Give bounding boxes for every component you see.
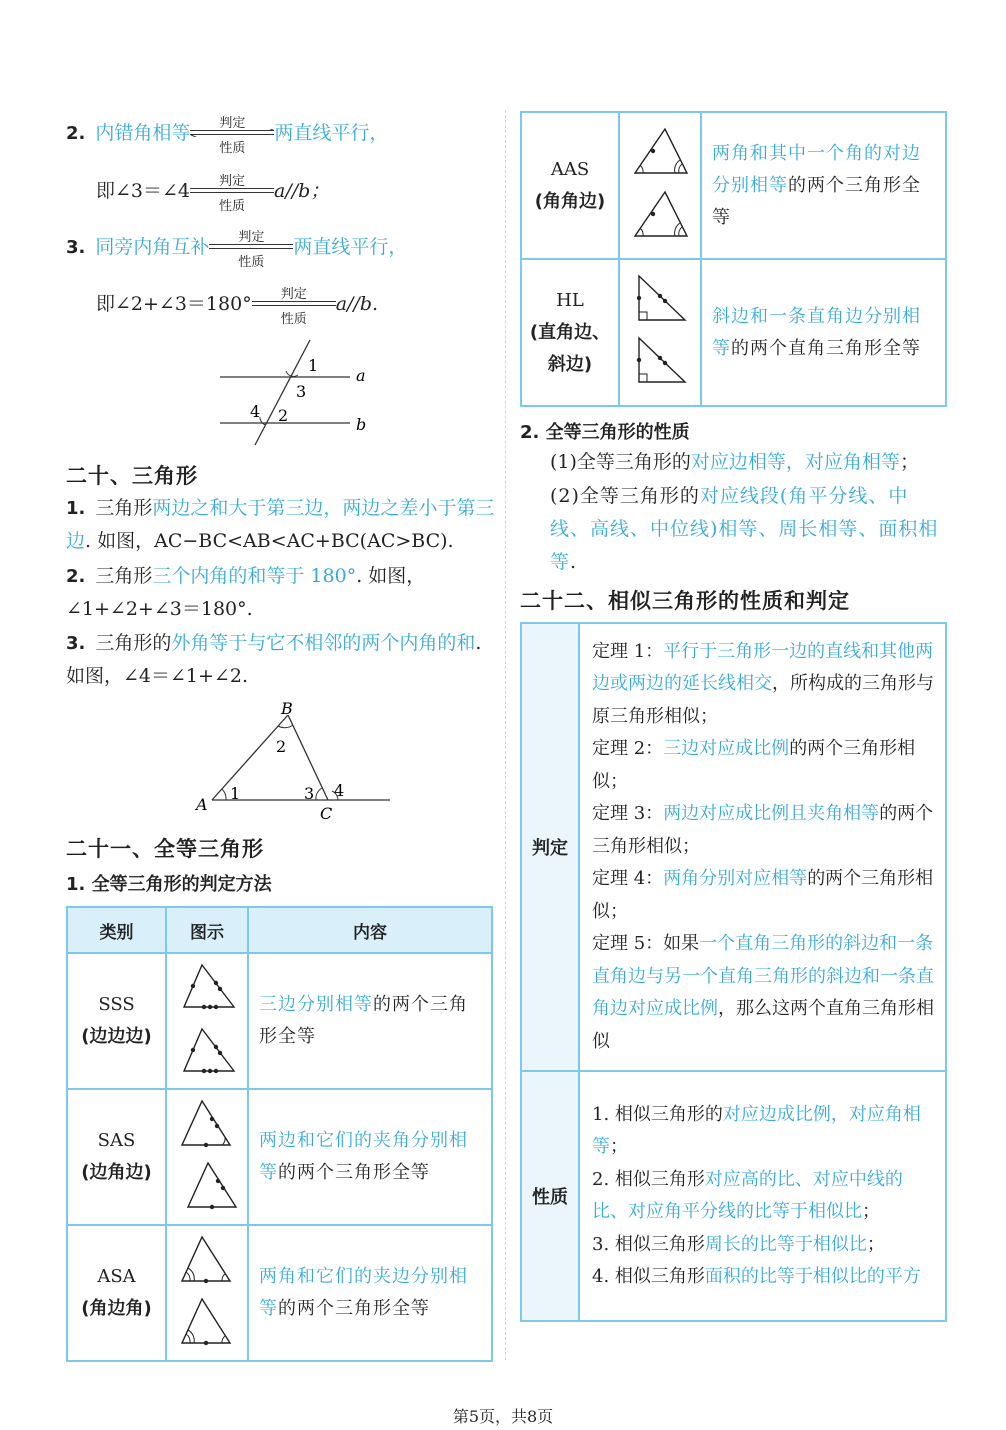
highlight-text: 两边之和大于第三边，两边之差小于第三边 <box>66 497 495 552</box>
congruence-methods-table-continued <box>520 111 947 407</box>
equation-text: a//b； <box>274 180 330 202</box>
highlight-text: 两直线平行， <box>274 122 389 144</box>
plain-text: ； <box>866 1233 885 1255</box>
plain-text: . 如图，AC−BC<AB<AC+BC(AC>BC). <box>85 530 454 552</box>
plain-text: . 如图，∠4＝∠1+∠2. <box>66 632 482 687</box>
plain-text: 2. 相似三角形 <box>592 1168 705 1190</box>
plain-text: (1)全等三角形的 <box>550 451 691 473</box>
parallel-lines-figure <box>210 335 380 450</box>
table-header-row <box>67 907 492 953</box>
equation-text: 即∠3＝∠4 <box>96 180 191 202</box>
category-name: (边边边) <box>81 1026 152 1047</box>
equivalence-arrow <box>209 230 293 270</box>
arrow-bottom-label: 性质 <box>219 141 246 156</box>
content-cell <box>701 259 946 406</box>
section-title-22: 二十二、相似三角形的性质和判定 <box>520 589 850 613</box>
category-abbr: AAS <box>550 158 590 180</box>
highlight-text: 斜边和一条直角边分别相等 <box>712 305 921 359</box>
category-cell <box>67 953 166 1089</box>
theorem-2 <box>592 733 937 798</box>
plain-text: 的两个直角三角形全等 <box>731 337 921 359</box>
category-cell <box>67 1225 166 1361</box>
theorem-4 <box>592 863 937 928</box>
highlight-text: 两直线平行， <box>293 236 408 258</box>
highlight-text: 面积的比等于相似比的平方 <box>704 1266 921 1287</box>
column-header: 图示 <box>166 907 248 953</box>
content-cell <box>248 1089 492 1225</box>
rule-2-line2 <box>96 174 330 214</box>
category-abbr: ASA <box>97 1266 136 1287</box>
category-abbr: HL <box>556 289 584 311</box>
arrow-bottom-label: 性质 <box>219 199 246 214</box>
rule-3-line1 <box>66 230 408 270</box>
equation-text: a//b. <box>335 293 379 315</box>
figure-cell <box>166 1089 248 1225</box>
sss-triangles-icon <box>172 959 242 1079</box>
vertex-label: A <box>196 795 208 814</box>
plain-text: ； <box>899 451 919 473</box>
column-header: 类别 <box>67 907 166 953</box>
item-number: 3. <box>66 237 86 258</box>
table-row-judgement <box>521 623 946 1071</box>
row-label: 性质 <box>521 1071 579 1321</box>
angle-label: 4 <box>250 402 261 421</box>
section-title-21: 二十一、全等三角形 <box>66 837 264 861</box>
plain-text: 定理 3： <box>592 803 664 825</box>
similarity-table <box>520 622 947 1322</box>
sec20-item2 <box>66 560 496 626</box>
plain-text: 三角形 <box>95 565 153 587</box>
similar-property-2 <box>592 1164 937 1229</box>
plain-text: 定理 2： <box>592 738 664 760</box>
equation-text: 即∠2+∠3＝180° <box>96 293 252 315</box>
angle-label: 1 <box>308 356 319 375</box>
sas-triangles-icon <box>172 1095 242 1215</box>
plain-text: ，所构成的三角形与原三角形相似； <box>592 673 934 727</box>
arrow-top-label: 判定 <box>219 174 246 189</box>
plain-text: 的两个三角形全等 <box>712 174 921 228</box>
figure-cell <box>619 259 701 406</box>
content-cell <box>248 1225 492 1361</box>
table-row <box>521 112 946 259</box>
angle-label: 1 <box>230 784 241 803</box>
category-name: (角角边) <box>534 190 606 212</box>
plain-text: . 如图，∠1+∠2+∠3＝180°. <box>66 565 426 620</box>
highlight-text: 三边分别相等 <box>259 994 373 1015</box>
highlight-text: 平行于三角形一边的直线和其他两边或两边的延长线相交 <box>592 640 934 695</box>
angle-label: 4 <box>334 781 345 800</box>
similar-property-3 <box>592 1229 937 1262</box>
subtitle-properties: 2. 全等三角形的性质 <box>520 422 690 443</box>
theorem-3 <box>592 798 937 863</box>
highlight-text: 两边和它们的夹角分别相等 <box>259 1130 468 1183</box>
plain-text: 的两个三角形全等 <box>278 1162 430 1183</box>
highlight-text: 一个直角三角形的斜边和一条直角边与另一个直角三角形的斜边和一条直角边对应成比例 <box>592 933 934 1020</box>
highlight-text: 对应边成比例，对应角相等 <box>592 1103 921 1157</box>
category-name: (直角边、斜边) <box>529 321 611 375</box>
vertex-label: C <box>320 804 333 823</box>
plain-text: 的两个三角形全等 <box>259 994 468 1047</box>
arrow-bottom-label: 性质 <box>238 255 265 270</box>
highlight-text: 周长的比等于相似比 <box>704 1233 867 1255</box>
similar-property-4 <box>592 1261 937 1294</box>
congruent-property-2 <box>550 480 948 579</box>
plain-text: ； <box>610 1136 628 1157</box>
highlight-text: 对应高的比、对应中线的比、对应角平分线的比等于相似比 <box>592 1168 903 1222</box>
equivalence-arrow <box>190 174 274 214</box>
sec20-item1 <box>66 492 496 558</box>
triangle-exterior-angle-figure <box>190 695 400 825</box>
category-name: (边角边) <box>81 1162 152 1183</box>
plain-text: 4. 相似三角形 <box>592 1266 705 1287</box>
category-name: (角边角) <box>81 1298 152 1319</box>
page-footer: 第5页，共8页 <box>452 1407 554 1426</box>
equivalence-arrow <box>190 116 274 156</box>
plain-text: 三角形的 <box>95 632 172 654</box>
table-row <box>67 1089 492 1225</box>
table-row <box>67 953 492 1089</box>
plain-text: . <box>570 551 578 573</box>
similar-property-1 <box>592 1099 937 1164</box>
highlight-text: 两角和其中一个角的对边分别相等 <box>712 142 921 196</box>
plain-text: 三角形 <box>95 497 153 519</box>
section-title-20: 二十、三角形 <box>66 464 198 488</box>
category-cell <box>521 259 619 406</box>
category-abbr: SAS <box>97 1130 136 1151</box>
rule-2-line1 <box>66 116 389 156</box>
category-abbr: SSS <box>98 994 135 1015</box>
highlight-text: 内错角相等 <box>95 122 191 144</box>
column-divider <box>505 110 506 1360</box>
figure-cell <box>166 1225 248 1361</box>
asa-triangles-icon <box>172 1231 242 1351</box>
arrow-top-label: 判定 <box>280 287 307 302</box>
category-cell <box>521 112 619 259</box>
table-row <box>67 1225 492 1361</box>
figure-cell <box>619 112 701 259</box>
subtitle-judgement-methods: 1. 全等三角形的判定方法 <box>66 874 272 895</box>
plain-text: 的两个三角形相似； <box>592 803 934 857</box>
plain-text: 的两个三角形全等 <box>278 1298 430 1319</box>
line-label: a <box>356 366 366 385</box>
hl-right-triangles-icon <box>625 268 695 393</box>
congruent-property-1 <box>550 446 948 479</box>
row-label: 判定 <box>521 623 579 1071</box>
plain-text: 定理 4： <box>592 868 664 890</box>
highlight-text: 对应线段(角平分线、中线、高线、中位线)相等、周长相等、面积相等 <box>550 485 939 573</box>
aas-triangles-icon <box>625 121 695 246</box>
figure-cell <box>166 953 248 1089</box>
plain-text: 的两个三角形相似； <box>592 738 916 792</box>
highlight-text: 对应边相等，对应角相等 <box>690 451 900 473</box>
angle-label: 2 <box>276 737 287 756</box>
arrow-top-label: 判定 <box>219 116 246 131</box>
arrow-bottom-label: 性质 <box>280 312 307 327</box>
judgement-cell <box>579 623 946 1071</box>
theorem-5 <box>592 928 937 1058</box>
theorem-1 <box>592 636 937 734</box>
plain-text: ； <box>862 1201 880 1222</box>
highlight-text: 同旁内角互补 <box>95 236 210 258</box>
sec20-item3 <box>66 627 496 693</box>
column-header: 内容 <box>248 907 492 953</box>
angle-label: 3 <box>304 784 315 803</box>
highlight-text: 两角分别对应相等 <box>663 868 808 890</box>
plain-text: 1. 相似三角形的 <box>592 1103 723 1125</box>
properties-cell <box>579 1071 946 1321</box>
vertex-label: B <box>281 699 293 718</box>
angle-label: 3 <box>296 382 307 401</box>
plain-text: 定理 5：如果 <box>592 933 700 955</box>
item-number: 2. <box>66 566 86 587</box>
angle-label: 2 <box>278 406 289 425</box>
content-cell <box>248 953 492 1089</box>
arrow-top-label: 判定 <box>238 230 265 245</box>
plain-text: (2)全等三角形的 <box>550 485 700 507</box>
table-row-properties <box>521 1071 946 1321</box>
rule-3-line2 <box>96 287 379 327</box>
category-cell <box>67 1089 166 1225</box>
highlight-text: 三个内角的和等于 180° <box>152 565 357 587</box>
highlight-text: 两角和它们的夹边分别相等 <box>259 1266 468 1319</box>
highlight-text: 两边对应成比例且夹角相等 <box>663 803 880 825</box>
line-label: b <box>356 415 367 434</box>
plain-text: ，那么这两个直角三角形相似 <box>592 998 934 1052</box>
congruence-methods-table <box>66 906 493 1362</box>
highlight-text: 外角等于与它不相邻的两个内角的和 <box>171 632 476 654</box>
plain-text: 的两个三角形相似； <box>592 868 934 922</box>
highlight-text: 三边对应成比例 <box>663 738 790 760</box>
item-number: 1. <box>66 498 86 519</box>
item-number: 2. <box>66 123 86 144</box>
plain-text: 3. 相似三角形 <box>592 1233 705 1255</box>
content-cell <box>701 112 946 259</box>
plain-text: 定理 1： <box>592 640 664 662</box>
equivalence-arrow <box>252 287 336 327</box>
item-number: 3. <box>66 633 86 654</box>
table-row <box>521 259 946 406</box>
